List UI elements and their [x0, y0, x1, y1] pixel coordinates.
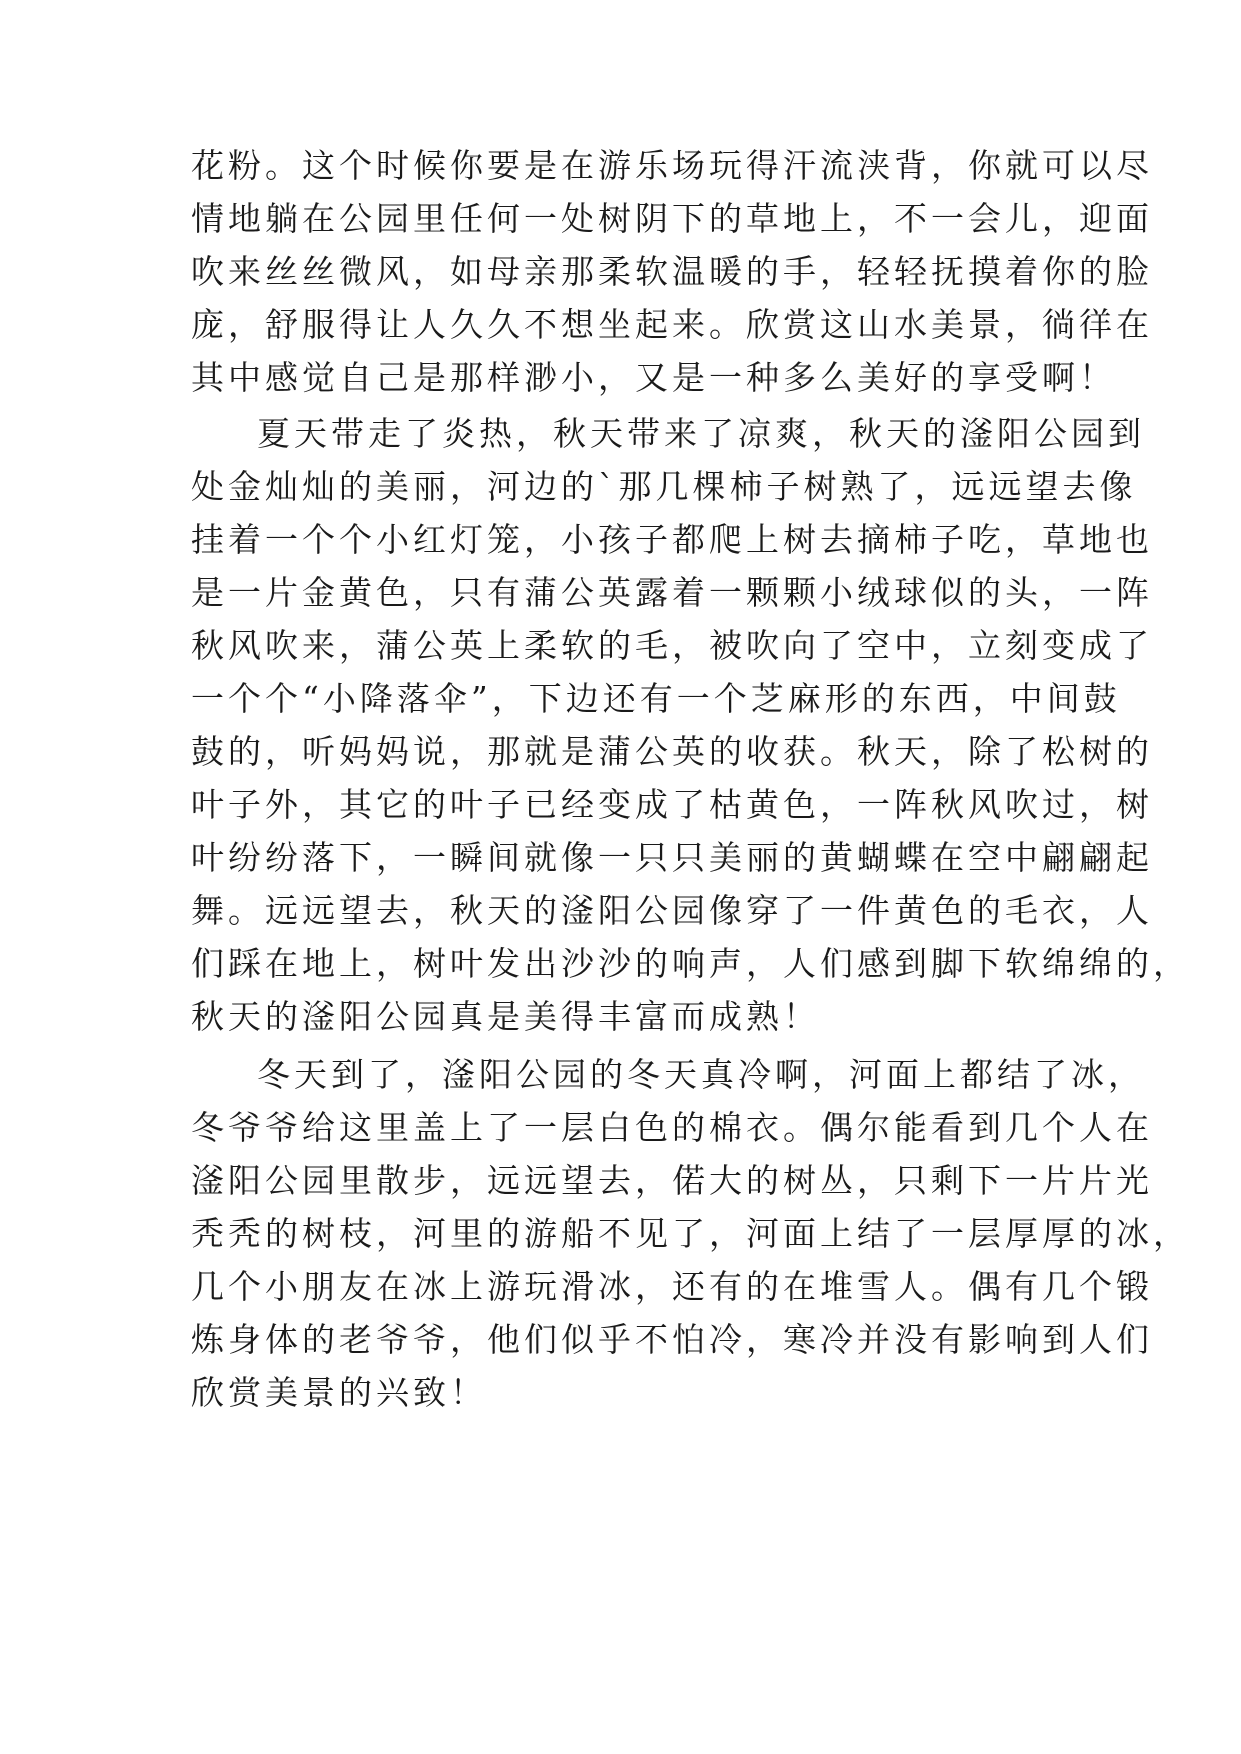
- text-line: 欣赏美景的兴致！: [191, 1373, 487, 1412]
- text-line: 挂着一个个小红灯笼，小孩子都爬上树去摘柿子吃，草地也: [191, 520, 1153, 559]
- text-line: 秃秃的树枝，河里的游船不见了，河面上结了一层厚厚的冰，: [191, 1214, 1190, 1253]
- text-line: 处金灿灿的美丽，河边的`那几棵柿子树熟了，远远望去像: [191, 467, 1137, 506]
- text-line: 叶子外，其它的叶子已经变成了枯黄色，一阵秋风吹过，树: [191, 785, 1153, 824]
- text-line: 冬爷爷给这里盖上了一层白色的棉衣。偶尔能看到几个人在: [191, 1108, 1153, 1147]
- paragraph-start-winter: 冬天到了，滏阳公园的冬天真冷啊，河面上都结了冰，: [257, 1055, 1145, 1094]
- text-line: 鼓的，听妈妈说，那就是蒲公英的收获。秋天，除了松树的: [191, 732, 1153, 771]
- text-line: 滏阳公园里散步，远远望去，偌大的树丛，只剩下一片片光: [191, 1161, 1153, 1200]
- paragraph-start-autumn: 夏天带走了炎热，秋天带来了凉爽，秋天的滏阳公园到: [257, 414, 1145, 453]
- text-line: 秋风吹来，蒲公英上柔软的毛，被吹向了空中，立刻变成了: [191, 626, 1153, 665]
- text-line: 其中感觉自己是那样渺小，又是一种多么美好的享受啊！: [191, 358, 1116, 397]
- text-line: 秋天的滏阳公园真是美得丰富而成熟！: [191, 997, 820, 1036]
- text-line: 一个个“小降落伞”，下边还有一个芝麻形的东西，中间鼓: [191, 679, 1121, 718]
- text-line: 舞。远远望去，秋天的滏阳公园像穿了一件黄色的毛衣，人: [191, 891, 1153, 930]
- text-line: 情地躺在公园里任何一处树阴下的草地上，不一会儿，迎面: [191, 199, 1153, 238]
- text-line: 叶纷纷落下，一瞬间就像一只只美丽的黄蝴蝶在空中翩翩起: [191, 838, 1153, 877]
- text-line: 几个小朋友在冰上游玩滑冰，还有的在堆雪人。偶有几个锻: [191, 1267, 1153, 1306]
- text-line: 们踩在地上，树叶发出沙沙的响声，人们感到脚下软绵绵的，: [191, 944, 1190, 983]
- text-line: 花粉。这个时候你要是在游乐场玩得汗流浃背，你就可以尽: [191, 146, 1153, 185]
- text-line: 炼身体的老爷爷，他们似乎不怕冷，寒冷并没有影响到人们: [191, 1320, 1153, 1359]
- text-line: 吹来丝丝微风，如母亲那柔软温暖的手，轻轻抚摸着你的脸: [191, 252, 1153, 291]
- text-line: 庞，舒服得让人久久不想坐起来。欣赏这山水美景，徜徉在: [191, 305, 1153, 344]
- text-line: 是一片金黄色，只有蒲公英露着一颗颗小绒球似的头，一阵: [191, 573, 1153, 612]
